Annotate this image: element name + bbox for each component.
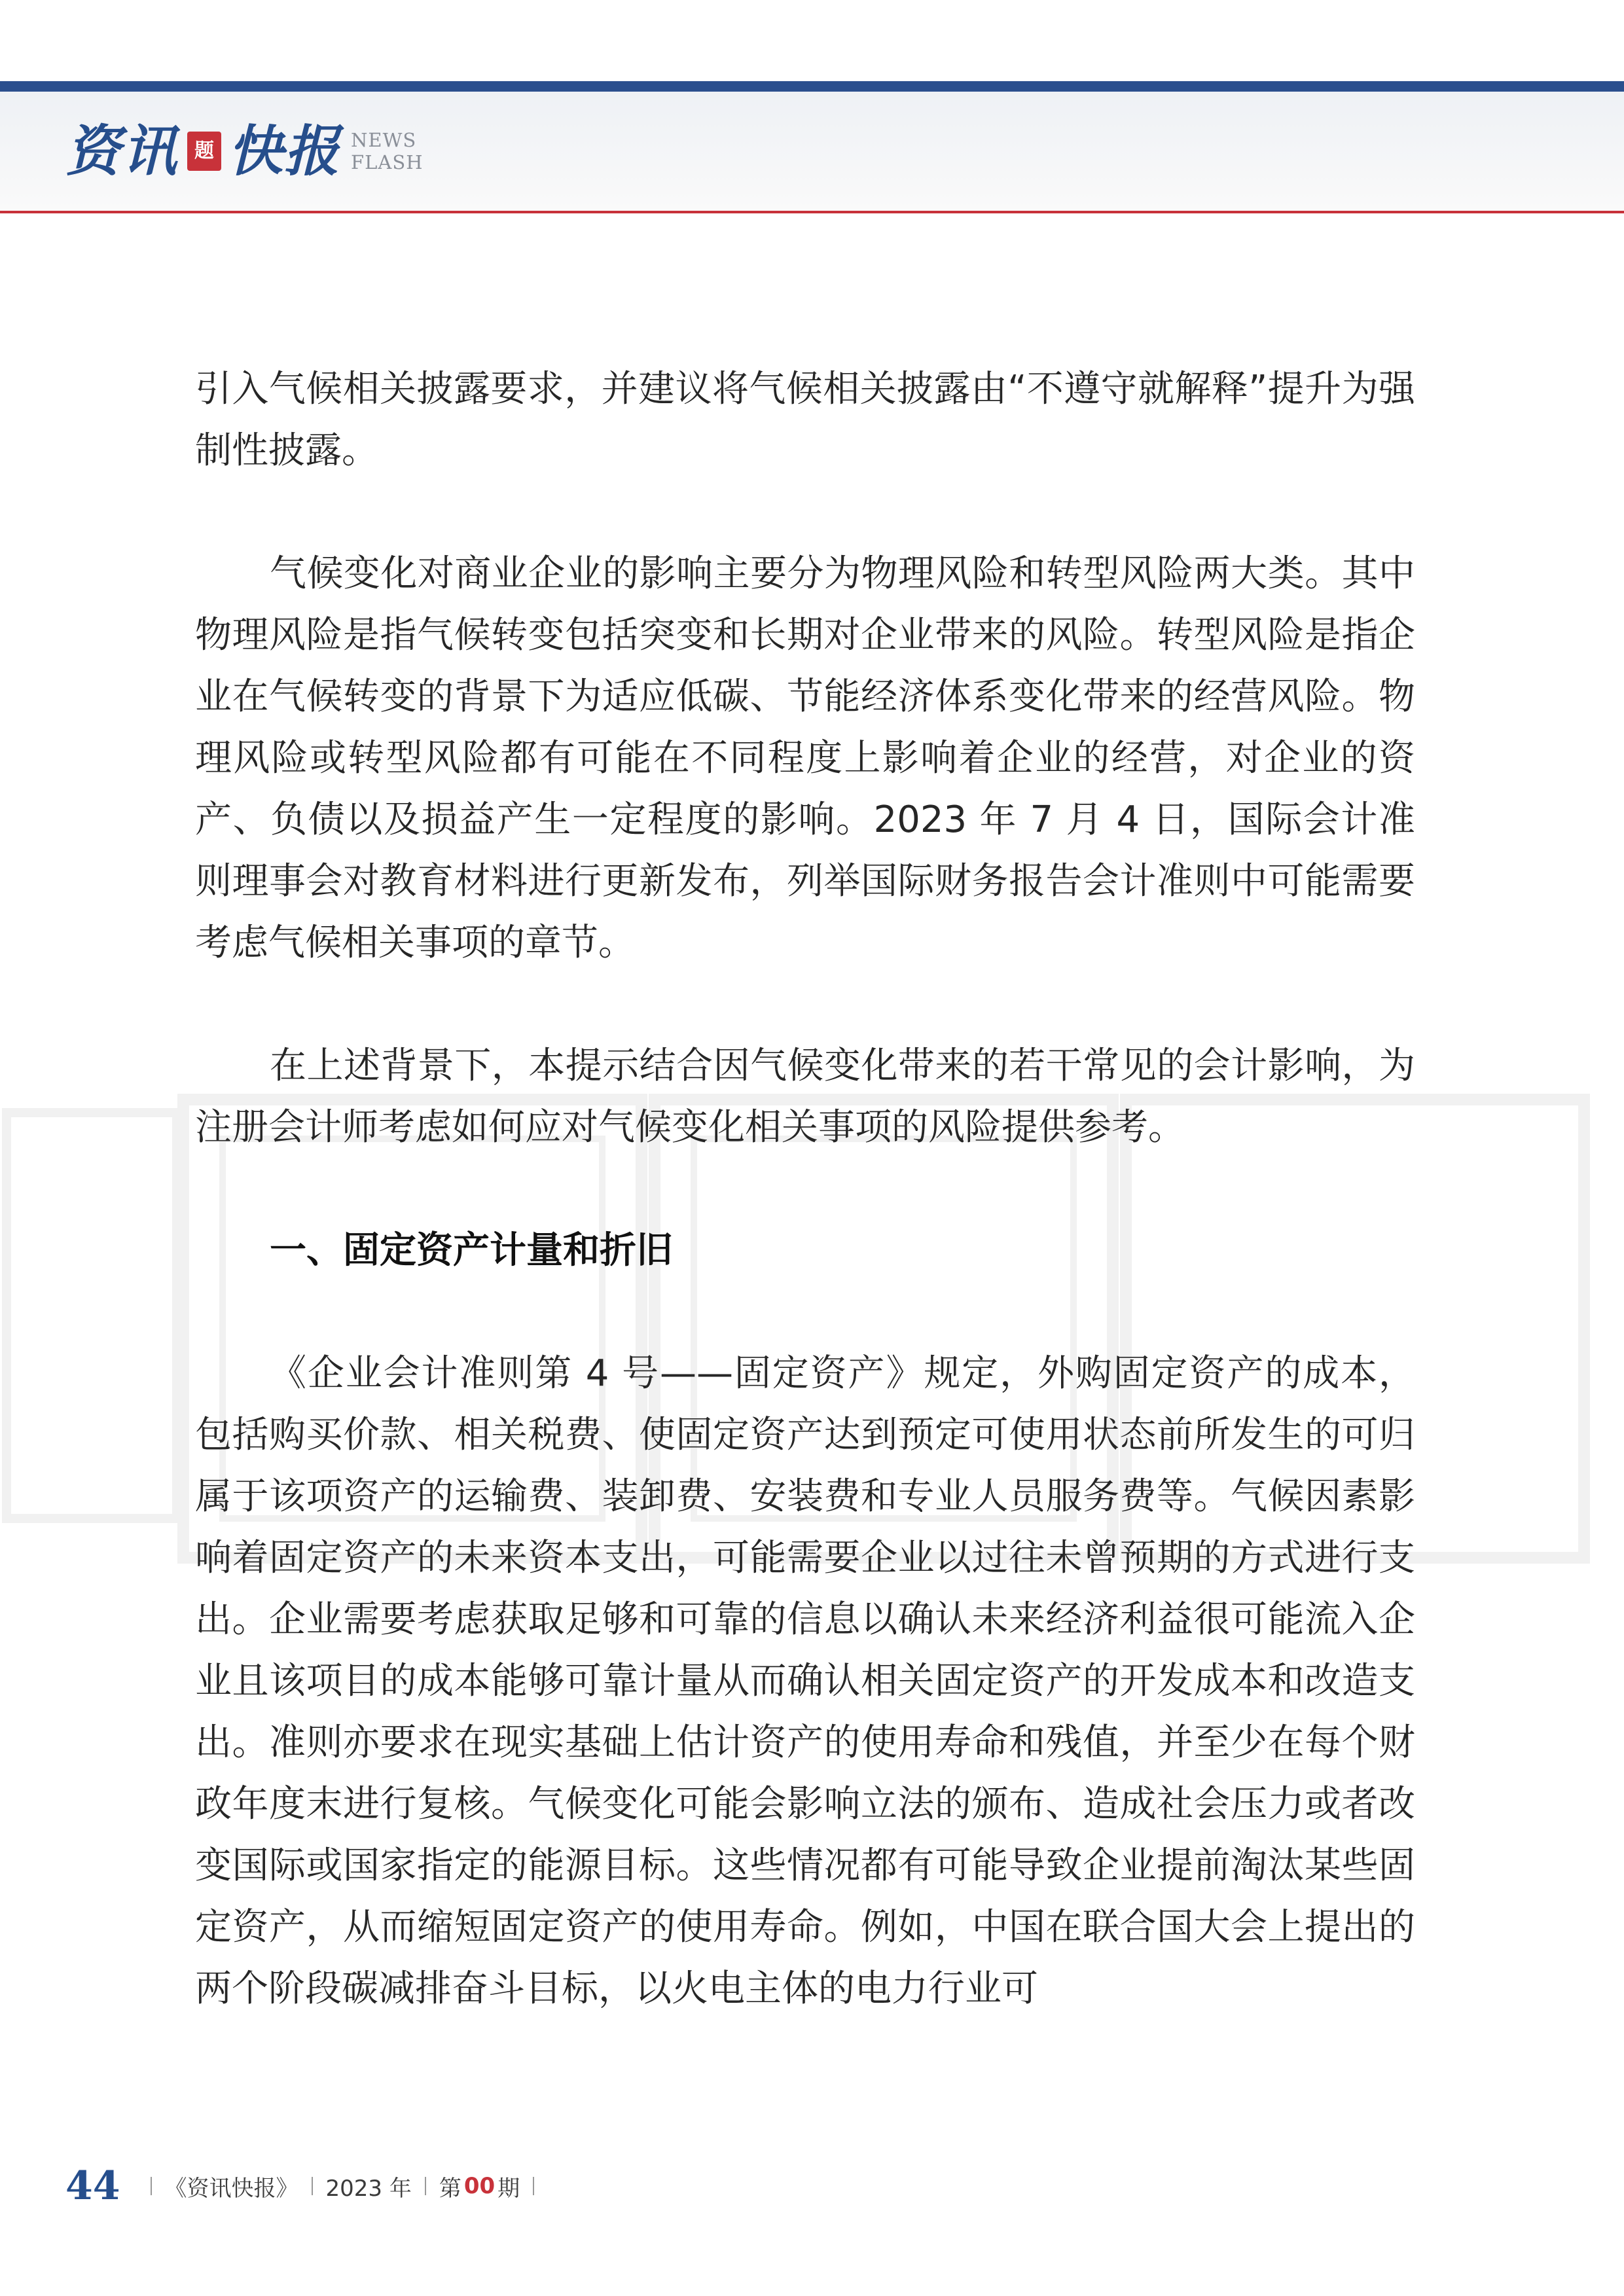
footer-year: 2023 年 bbox=[325, 2175, 412, 2202]
footer-separator bbox=[151, 2177, 152, 2195]
article-body bbox=[195, 359, 1415, 2020]
footer-separator bbox=[425, 2177, 426, 2195]
paragraph-1: 引入气候相关披露要求，并建议将气候相关披露由“不遵守就解释”提升为强制性披露。 bbox=[195, 368, 1415, 472]
page-number: 44 bbox=[65, 2163, 120, 2209]
paragraph-3: 在上述背景下，本提示结合因气候变化带来的若干常见的会计影响，为注册会计师考虑如何应对气候变化相关事项的风险提供参考。 bbox=[195, 1045, 1415, 1149]
footer-separator bbox=[533, 2177, 534, 2195]
masthead-logo bbox=[65, 115, 424, 187]
masthead-seal-icon: 题 bbox=[187, 132, 221, 171]
paragraph-2: 气候变化对商业企业的影响主要分为物理风险和转型风险两大类。其中物理风险是指气候转变包括突变和长期对企业带来的风险。转型风险是指企业在气候转变的背景下为适应低碳、节能经济体系变化带来的经营风险。物理风险或转型风险都有可能在不同程度上影响着企业的经营，对企业的资产、负债以及损益产生一定程度的影响。2023 年 7 月 4 日，国际会计准则理事会对教育材料进行更新发布，列举国际财务报告会计准则中可能需要考虑气候相关事项的章节。 bbox=[195, 552, 1415, 964]
header-divider bbox=[0, 211, 1624, 213]
footer-separator bbox=[312, 2177, 313, 2195]
paragraph-4: 《企业会计准则第 4 号——固定资产》规定，外购固定资产的成本，包括购买价款、相关税费、使固定资产达到预定可使用状态前所发生的可归属于该项资产的运输费、装卸费、安装费和专业人员服务费等。气候因素影响着固定资产的未来资本支出，可能需要企业以过往未曾预期的方式进行支出。企业需要考虑获取足够和可靠的信息以确认未来经济利益很可能流入企业且该项目的成本能够可靠计量从而确认相关固定资产的开发成本和改造支出。准则亦要求在现实基础上估计资产的使用寿命和残值，并至少在每个财政年度末进行复核。气候变化可能会影响立法的颁布、造成社会压力或者改变国际或国家指定的能源目标。这些情况都有可能导致企业提前淘汰某些固定资产，从而缩短固定资产的使用寿命。例如，中国在联合国大会上提出的两个阶段碳减排奋斗目标，以火电主体的电力行业可 bbox=[195, 1352, 1415, 2010]
footer-issue-number: 00 bbox=[463, 2173, 496, 2199]
masthead-english-line1: NEWS bbox=[351, 129, 417, 151]
masthead-title-left: 资讯 bbox=[65, 118, 179, 183]
footer-issue-suffix: 期 bbox=[497, 2175, 520, 2202]
masthead-english-line2: FLASH bbox=[351, 151, 424, 173]
page-footer bbox=[65, 2160, 547, 2212]
footer-publication: 《资讯快报》 bbox=[164, 2175, 298, 2202]
header-top-bar bbox=[0, 81, 1624, 92]
masthead-english bbox=[351, 129, 423, 173]
section-heading-1: 一、固定资产计量和折旧 bbox=[270, 1229, 673, 1272]
masthead-title-right: 快报 bbox=[228, 118, 341, 183]
footer-issue-prefix: 第 bbox=[439, 2175, 461, 2202]
